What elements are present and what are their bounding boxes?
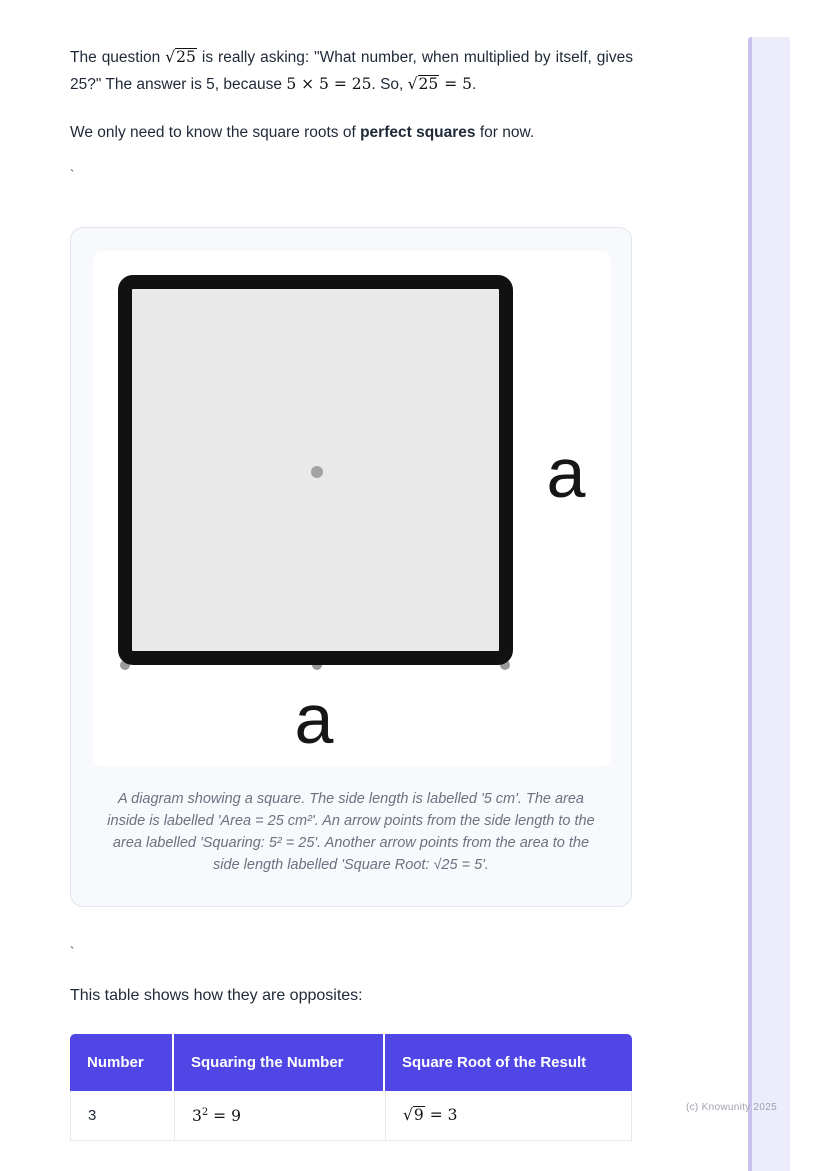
header-squaring: Squaring the Number bbox=[174, 1034, 385, 1091]
cell-square-root bbox=[385, 1091, 632, 1141]
table-row bbox=[70, 1091, 632, 1141]
side-length-label-right: a bbox=[546, 434, 586, 512]
document-body bbox=[70, 0, 633, 1141]
intro-paragraph bbox=[70, 44, 633, 98]
opposites-table bbox=[70, 1034, 632, 1141]
note-text-1: We only need to know the square roots of bbox=[70, 124, 361, 141]
diagram-image bbox=[93, 251, 611, 766]
radicand: 9 bbox=[413, 1106, 424, 1125]
sqrt-25-equals-5-expression bbox=[408, 75, 472, 93]
exponent: 2 bbox=[201, 1106, 209, 1118]
scrollbar[interactable] bbox=[748, 37, 790, 1171]
perfect-squares-bold: perfect squares bbox=[360, 124, 476, 141]
figure-card bbox=[70, 227, 632, 907]
note-text-2: for now. bbox=[475, 124, 535, 141]
radical-sign: √ bbox=[407, 75, 418, 93]
intro-text-2: is really asking: "What number, when multiplied by itself, gives 25?" The answer is 5, because bbox=[70, 49, 633, 93]
radicand: 25 bbox=[418, 75, 439, 93]
sqrt-25-expression bbox=[165, 48, 197, 66]
intro-text-3: . So, bbox=[371, 76, 408, 93]
equals-five: = 5 bbox=[439, 75, 472, 93]
table-body bbox=[70, 1091, 632, 1141]
radical-sign: √ bbox=[165, 48, 176, 66]
intro-text-1: The question bbox=[70, 49, 166, 66]
radicand: 25 bbox=[176, 48, 196, 66]
squaring-expression bbox=[192, 1107, 241, 1125]
table-intro-text: This table shows how they are opposites: bbox=[70, 987, 363, 1004]
header-square-root: Square Root of the Result bbox=[385, 1034, 632, 1091]
cell-squaring bbox=[174, 1091, 385, 1141]
base: 3 bbox=[192, 1106, 202, 1125]
multiplication-expression: 5 × 5 = 25 bbox=[286, 75, 372, 93]
stray-backtick-2: ` bbox=[70, 944, 75, 959]
intro-text-4: . bbox=[471, 76, 477, 93]
equals-result: = 9 bbox=[208, 1106, 241, 1125]
square-root-expression bbox=[403, 1106, 457, 1124]
square-center-dot bbox=[311, 466, 323, 478]
table-header-row bbox=[70, 1034, 632, 1091]
copyright-watermark: (c) Knowunity 2025 bbox=[686, 1102, 778, 1113]
figure-caption: A diagram showing a square. The side length is labelled '5 cm'. The area inside is labelled 'Area = 25 cm²'. An arrow points from the side length to the area labelled 'Squaring: 5² = 25'. Another arrow points from the area to the side length labelled 'Square Root: √25 = 5'. bbox=[107, 791, 595, 873]
header-number: Number bbox=[70, 1034, 174, 1091]
table-header bbox=[70, 1034, 632, 1091]
cell-number: 3 bbox=[70, 1091, 174, 1141]
note-paragraph bbox=[70, 119, 633, 146]
equals-result: = 3 bbox=[424, 1106, 458, 1125]
radical-sign: √ bbox=[403, 1106, 413, 1125]
stray-backtick-1: ` bbox=[70, 167, 75, 182]
side-length-label-bottom: a bbox=[294, 680, 334, 758]
